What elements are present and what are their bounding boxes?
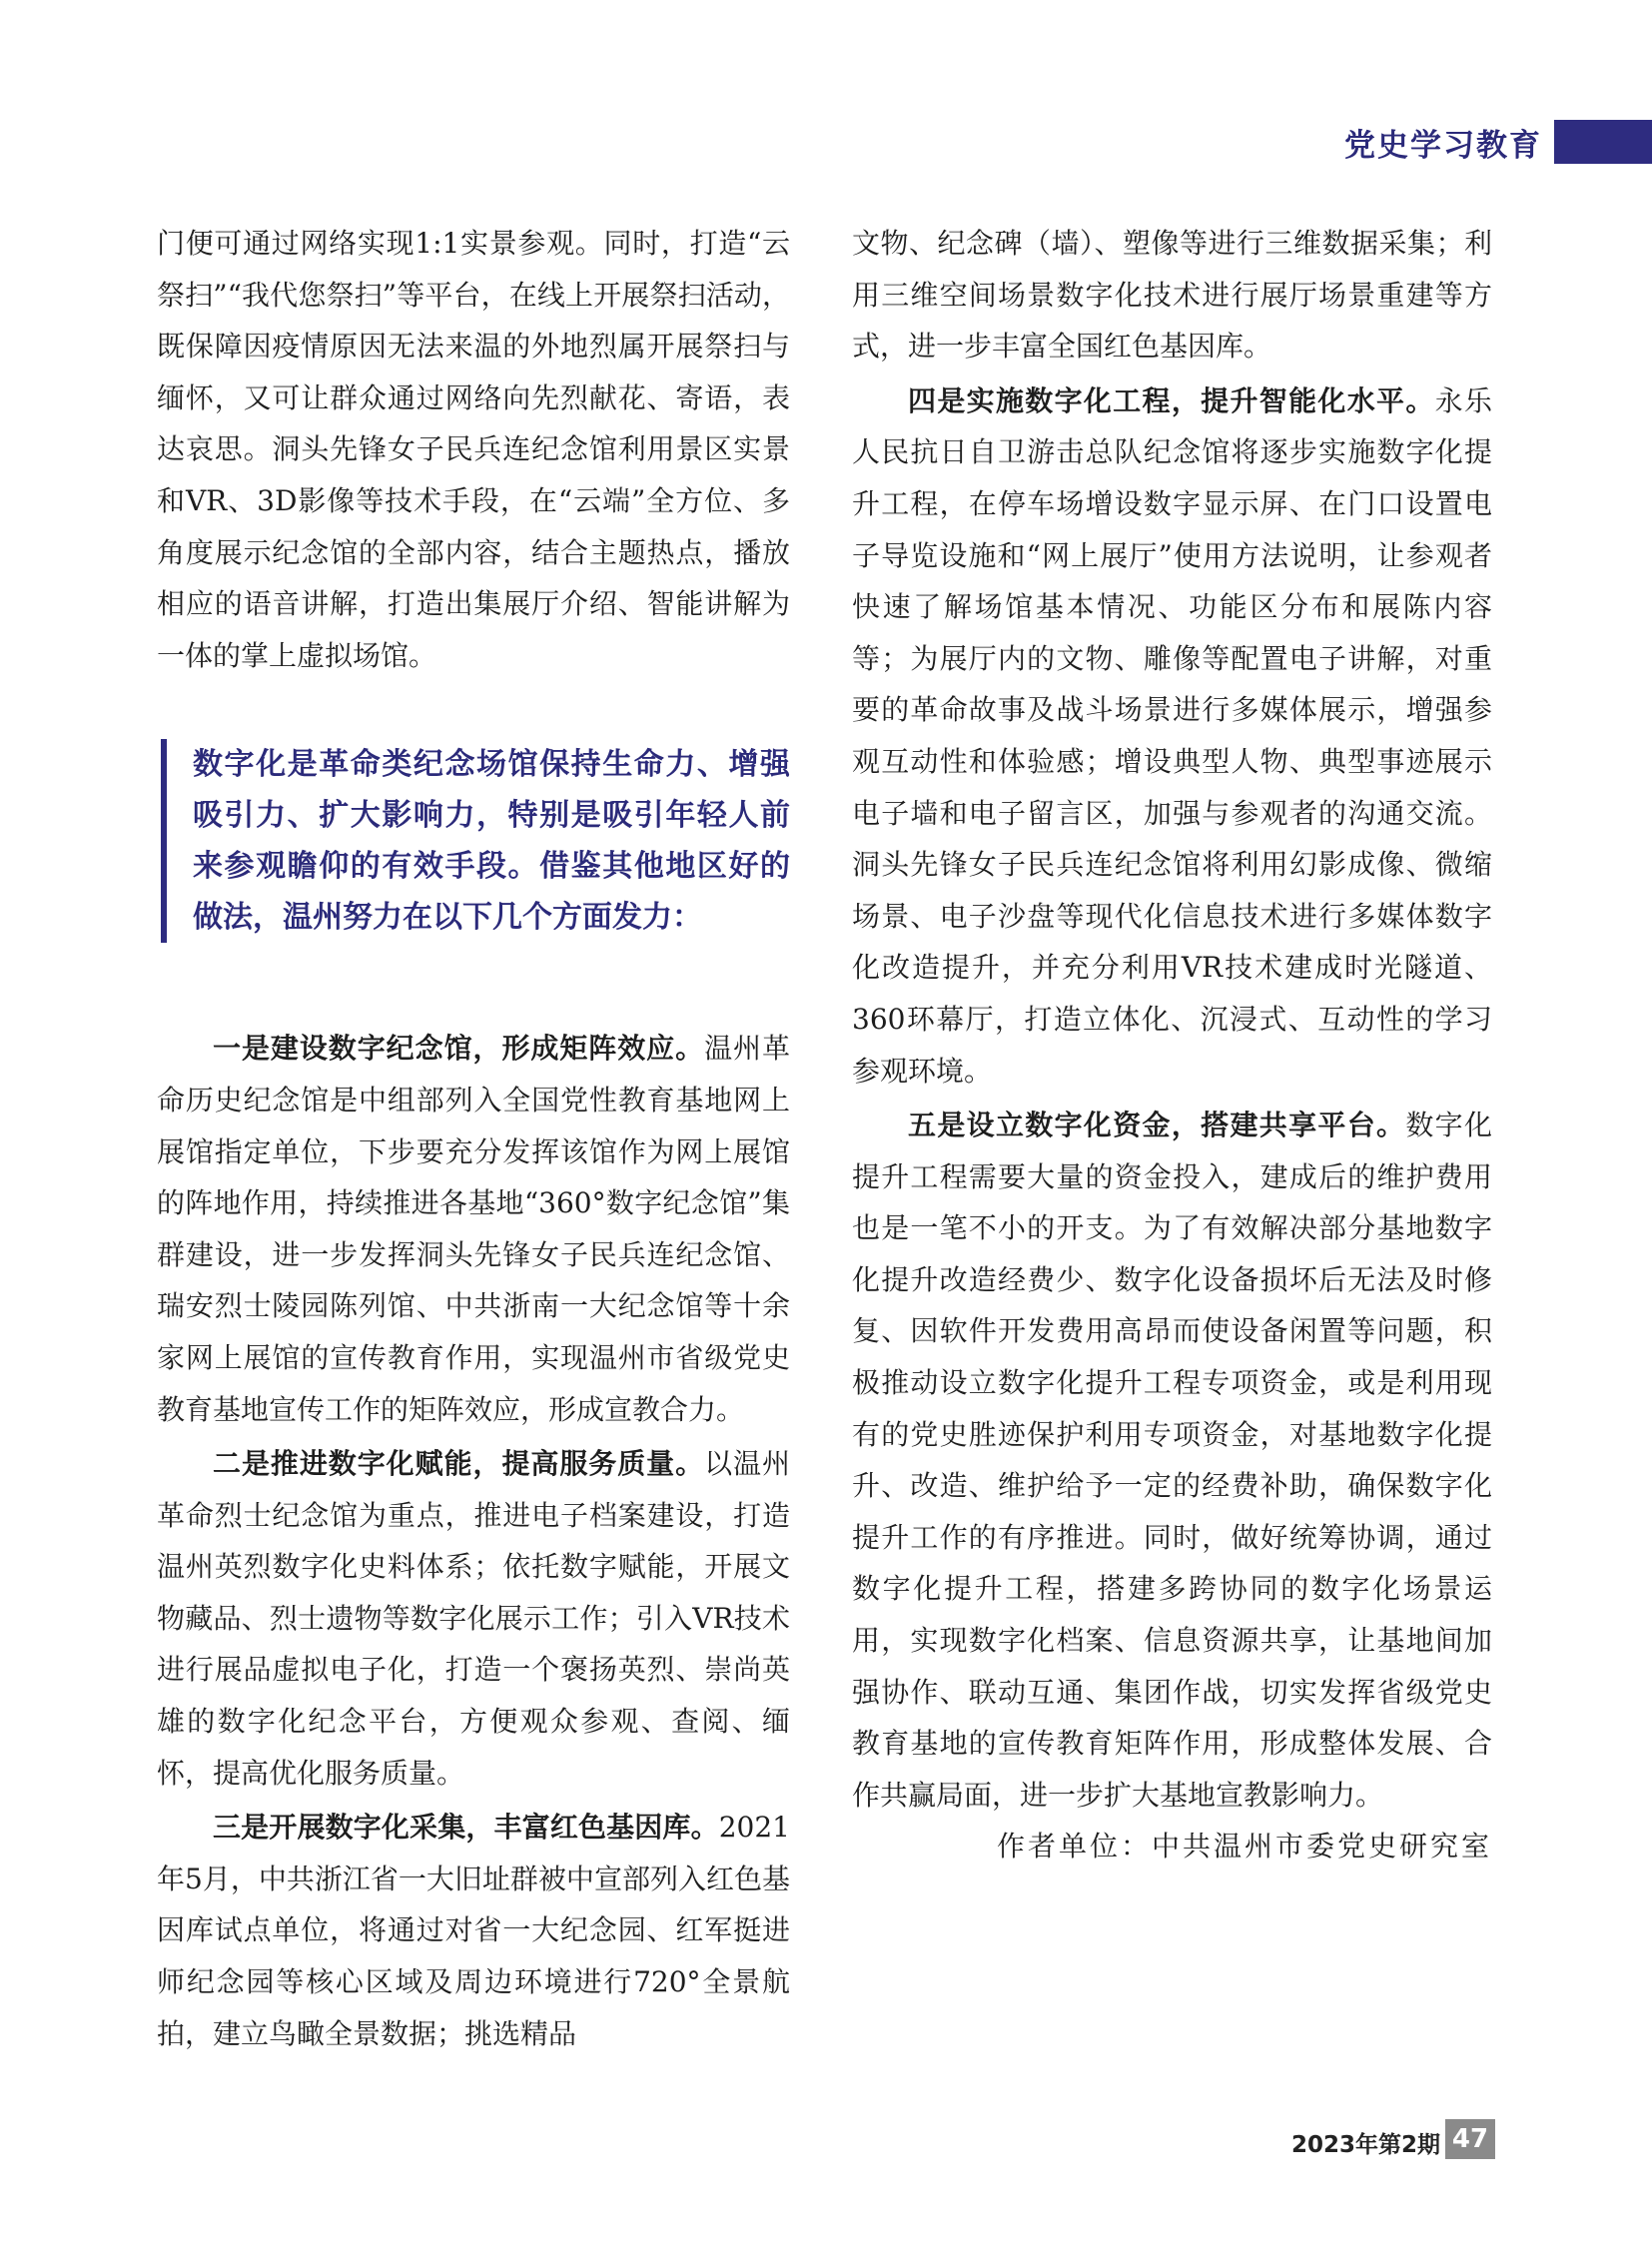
issue-label: 2023年第2期 [1290, 2132, 1440, 2158]
point-three-body: 2021年5月，中共浙江省一大旧址群被中宣部列入红色基因库试点单位，将通过对省一大纪念园、红军挺进师纪念园等核心区域及周边环境进行720°全景航拍，建立鸟瞰全景数据；挑选精品 [157, 1811, 790, 2050]
paragraph-point-four [852, 375, 1492, 1097]
point-four-lead: 四是实施数字化工程，提升智能化水平。 [908, 383, 1435, 417]
paragraph-point-five [852, 1100, 1492, 1821]
paragraph-point-three-continued: 文物、纪念碑（墙）、塑像等进行三维数据采集；利用三维空间场景数字化技术进行展厅场景重建等方式，进一步丰富全国红色基因库。 [852, 227, 1492, 364]
paragraph-point-two [157, 1438, 790, 1799]
author-affiliation: 作者单位：中共温州市委党史研究室 [996, 1830, 1492, 1864]
point-four-body: 永乐人民抗日自卫游击总队纪念馆将逐步实施数字化提升工程，在停车场增设数字显示屏、在门口设置电子导览设施和“网上展厅”使用方法说明，让参观者快速了解场馆基本情况、功能区分布和展陈内容等；为展厅内的文物、雕像等配置电子讲解，对重要的革命故事及战斗场景进行多媒体展示，增强参观互动性和体验感；增设典型人物、典型事迹展示电子墙和电子留言区，加强与参观者的沟通交流。洞头先锋女子民兵连纪念馆将利用幻影成像、微缩场景、电子沙盘等现代化信息技术进行多媒体数字化改造提升，并充分利用VR技术建成时光隧道、360环幕厅，打造立体化、沉浸式、互动性的学习参观环境。 [852, 383, 1492, 1088]
point-two-body: 以温州革命烈士纪念馆为重点，推进电子档案建设，打造温州英烈数字化史料体系；依托数字赋能，开展文物藏品、烈士遗物等数字化展示工作；引入VR技术进行展品虚拟电子化，打造一个褒扬英烈、崇尚英雄的数字化纪念平台，方便观众参观、查阅、缅怀，提高优化服务质量。 [157, 1447, 790, 1790]
paragraph-point-three [157, 1802, 790, 2059]
header-accent-bar [1554, 120, 1652, 164]
section-title: 党史学习教育 [1344, 128, 1542, 164]
pull-quote: 数字化是革命类纪念场馆保持生命力、增强吸引力、扩大影响力，特别是吸引年轻人前来参观瞻仰的有效手段。借鉴其他地区好的做法，温州努力在以下几个方面发力： [161, 739, 790, 943]
point-one-body: 温州革命历史纪念馆是中组部列入全国党性教育基地网上展馆指定单位，下步要充分发挥该馆作为网上展馆的阵地作用，持续推进各基地“360°数字纪念馆”集群建设，进一步发挥洞头先锋女子民兵连纪念馆、瑞安烈士陵园陈列馆、中共浙南一大纪念馆等十余家网上展馆的宣传教育作用，实现温州市省级党史教育基地宣传工作的矩阵效应，形成宣教合力。 [157, 1032, 790, 1426]
paragraph-continued: 门便可通过网络实现1:1实景参观。同时，打造“云祭扫”“我代您祭扫”等平台，在线上开展祭扫活动，既保障因疫情原因无法来温的外地烈属开展祭扫与缅怀，又可让群众通过网络向先烈献花、寄语，表达哀思。洞头先锋女子民兵连纪念馆利用景区实景和VR、3D影像等技术手段，在“云端”全方位、多角度展示纪念馆的全部内容，结合主题热点，播放相应的语音讲解，打造出集展厅介绍、智能讲解为一体的掌上虚拟场馆。 [157, 227, 790, 672]
left-column [157, 218, 790, 2059]
point-one-lead: 一是建设数字纪念馆，形成矩阵效应。 [213, 1032, 705, 1066]
point-two-lead: 二是推进数字化赋能，提高服务质量。 [213, 1447, 705, 1481]
right-column [852, 218, 1492, 1872]
paragraph-point-one [157, 1023, 790, 1435]
point-five-lead: 五是设立数字化资金，搭建共享平台。 [908, 1109, 1406, 1142]
point-five-body: 数字化提升工程需要大量的资金投入，建成后的维护费用也是一笔不小的开支。为了有效解决部分基地数字化提升改造经费少、数字化设备损坏后无法及时修复、因软件开发费用高昂而使设备闲置等问题，积极推动设立数字化提升工程专项资金，或是利用现有的党史胜迹保护利用专项资金，对基地数字化提升、改造、维护给予一定的经费补助，确保数字化提升工作的有序推进。同时，做好统筹协调，通过数字化提升工程，搭建多跨协同的数字化场景运用，实现数字化档案、信息资源共享，让基地间加强协作、联动互通、集团作战，切实发挥省级党史教育基地的宣传教育矩阵作用，形成整体发展、合作共赢局面，进一步扩大基地宣教影响力。 [852, 1109, 1492, 1812]
page-number: 47 [1445, 2119, 1495, 2159]
point-three-lead: 三是开展数字化采集，丰富红色基因库。 [213, 1811, 719, 1845]
